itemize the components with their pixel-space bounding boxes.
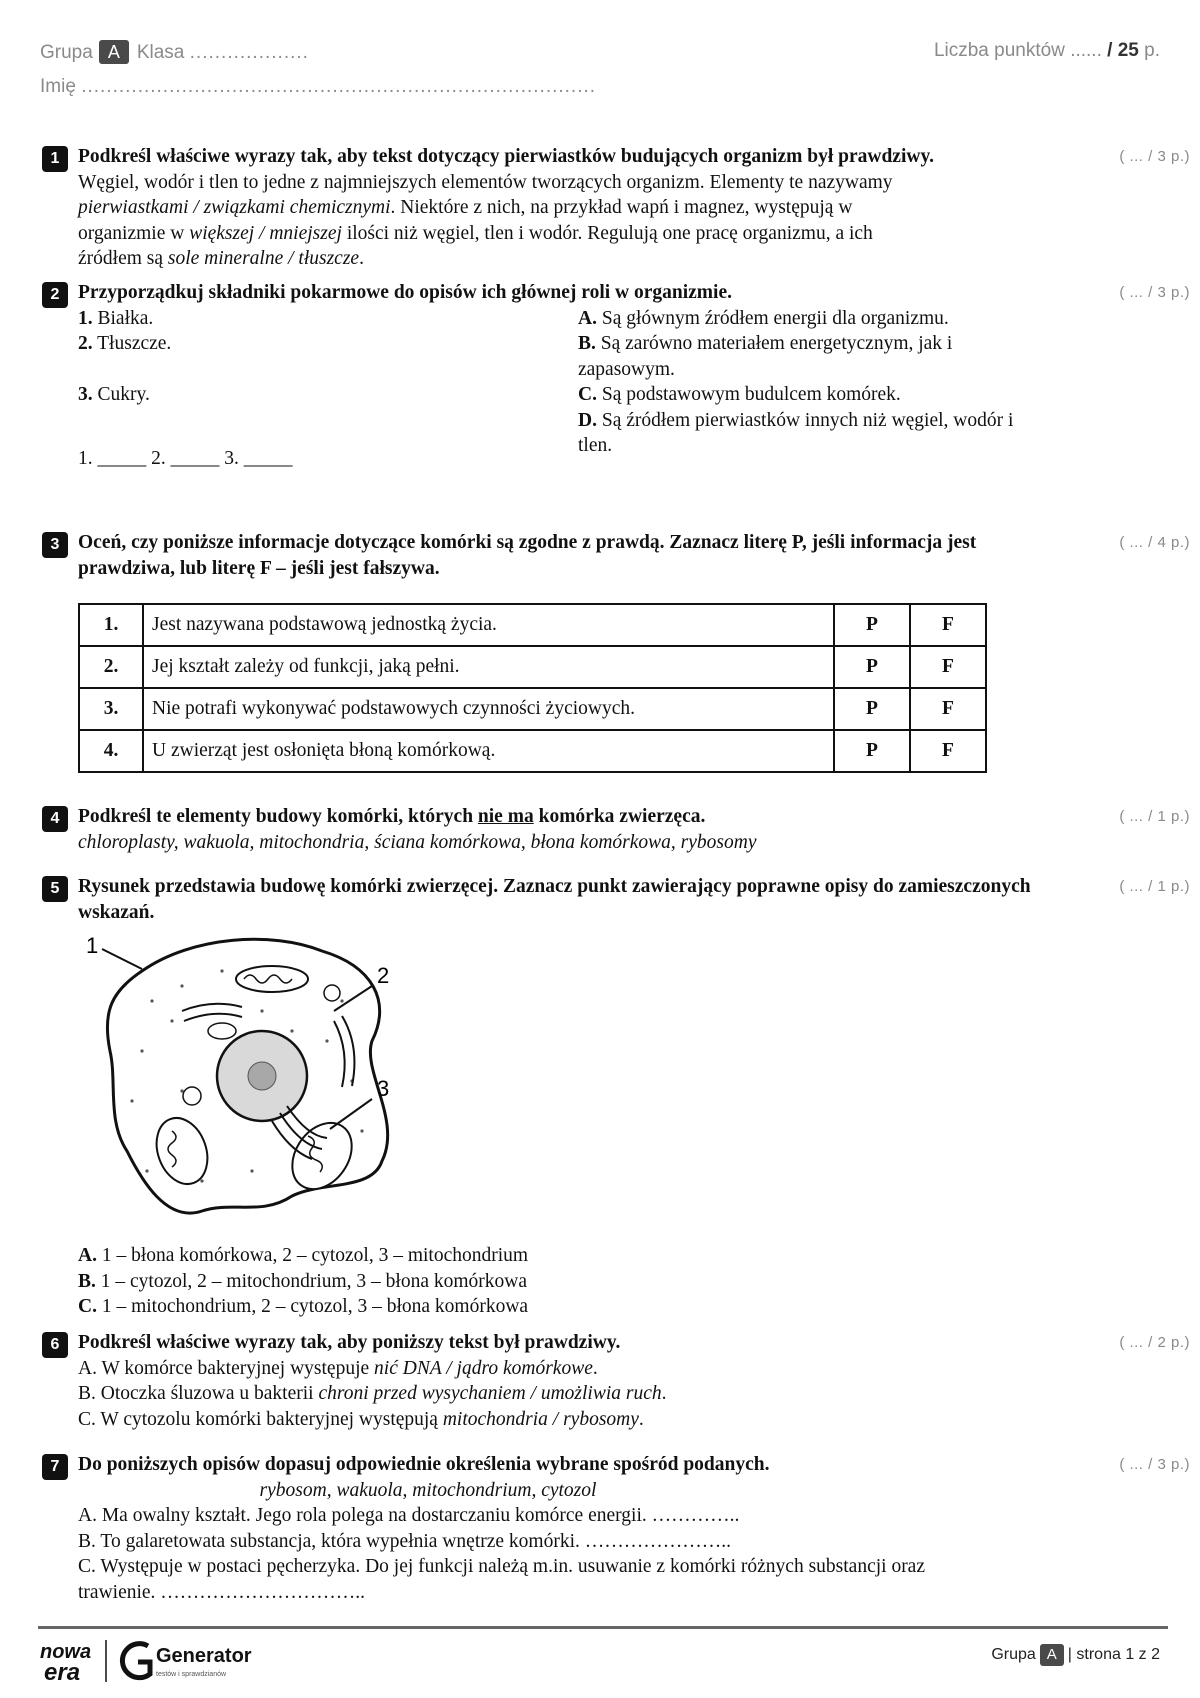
task-text: B. Otoczka śluzowa u bakterii bbox=[78, 1383, 319, 1404]
row-number: 2. bbox=[79, 646, 143, 688]
item-text: Są głównym źródłem energii dla organizmu. bbox=[596, 307, 949, 329]
task-number: 3 bbox=[42, 532, 68, 558]
row-number: 1. bbox=[79, 604, 143, 646]
option-text: 1 – cytozol, 2 – mitochondrium, 3 – błona komórkowa bbox=[95, 1270, 527, 1292]
task-number: 1 bbox=[42, 146, 68, 172]
generator-subtitle: testów i sprawdzianów bbox=[156, 1671, 227, 1678]
item-label: D. bbox=[578, 409, 597, 431]
pointer-line bbox=[102, 949, 142, 969]
figure-label: 2 bbox=[377, 963, 390, 988]
item-text: Są źródłem pierwiastków innych niż węgiel, wodór i tlen. bbox=[578, 409, 1014, 456]
task-text: . bbox=[359, 248, 364, 269]
figure-label: 3 bbox=[377, 1076, 390, 1101]
table-row bbox=[79, 646, 986, 688]
task-question: Podkreśl właściwe wyrazy tak, aby tekst dotyczący pierwiastków budujących organizm był prawdziwy. bbox=[78, 146, 934, 167]
true-option[interactable]: P bbox=[834, 604, 910, 646]
task-question: Rysunek przedstawia budowę komórki zwierzęcej. Zaznacz punkt zawierający poprawne opisy do zamieszczonych wskazań. bbox=[78, 876, 1031, 923]
task-question: Oceń, czy poniższe informacje dotyczące komórki są zgodne z prawdą. Zaznacz literę P, jeśli informacja jest prawdziwa, lub literę F – jeśli jest fałszywa. bbox=[78, 532, 977, 579]
task-text: . bbox=[592, 1357, 598, 1379]
option-label: A. bbox=[78, 1245, 97, 1266]
task-text-line bbox=[78, 221, 1118, 247]
question-text: Podkreśl te elementy budowy komórki, których bbox=[78, 806, 478, 827]
choice-words[interactable]: większej / mniejszej bbox=[189, 222, 342, 244]
generator-g-icon bbox=[122, 1644, 150, 1678]
answer-blanks[interactable]: 1. _____ 2. _____ 3. _____ bbox=[78, 448, 293, 469]
task-points: ( ... / 2 p.) bbox=[1119, 1334, 1190, 1351]
answer-option[interactable] bbox=[78, 1294, 1118, 1320]
points-unit: p. bbox=[1144, 40, 1160, 61]
choice-words[interactable]: pierwiastkami / związkami chemicznymi bbox=[78, 197, 391, 218]
task-number: 4 bbox=[42, 806, 68, 832]
nowa-era-logo-bottom: era bbox=[44, 1659, 81, 1686]
row-statement: U zwierząt jest osłonięta błoną komórkową. bbox=[143, 730, 834, 772]
task-text: ilości niż węgiel, tlen i wodór. Regulują one pracę organizmu, a ich bbox=[341, 222, 873, 244]
item-text: Białka. bbox=[92, 307, 154, 329]
figure-label: 1 bbox=[86, 933, 99, 958]
choice-words[interactable]: mitochondria / rybosomy bbox=[442, 1408, 639, 1430]
false-option[interactable]: F bbox=[910, 646, 986, 688]
true-false-table bbox=[78, 603, 987, 773]
list-item bbox=[78, 306, 578, 332]
nowa-era-logo-top: nowa bbox=[40, 1641, 92, 1663]
task-points: ( ... / 3 p.) bbox=[1119, 1456, 1190, 1473]
name-label: Imię bbox=[40, 76, 76, 97]
list-item bbox=[578, 306, 1018, 332]
task-number: 7 bbox=[42, 1454, 68, 1480]
answer-option[interactable] bbox=[78, 1269, 1118, 1295]
list-item bbox=[78, 331, 578, 382]
row-number: 4. bbox=[79, 730, 143, 772]
row-number: 3. bbox=[79, 688, 143, 730]
task-6 bbox=[40, 1330, 1190, 1432]
page-number: | strona 1 z 2 bbox=[1067, 1646, 1160, 1663]
task-text-line[interactable]: trawienie. ………………………….. bbox=[78, 1581, 366, 1603]
option-text: 1 – mitochondrium, 2 – cytozol, 3 – błona komórkowa bbox=[96, 1296, 529, 1317]
vesicle bbox=[208, 1023, 236, 1039]
task-5 bbox=[40, 874, 1190, 1320]
task-2 bbox=[40, 280, 1190, 469]
task-4 bbox=[40, 804, 1190, 855]
task-number: 2 bbox=[42, 282, 68, 308]
name-field[interactable]: .................................................................................. bbox=[81, 76, 597, 97]
question-text: komórka zwierzęca. bbox=[533, 806, 706, 827]
false-option[interactable]: F bbox=[910, 688, 986, 730]
table-row bbox=[79, 604, 986, 646]
option-list bbox=[78, 1243, 1118, 1320]
vesicle bbox=[324, 985, 340, 1001]
publisher-logos bbox=[38, 1634, 298, 1690]
option-label: C. bbox=[78, 1296, 97, 1317]
task-text-line bbox=[78, 1407, 1118, 1433]
choice-words[interactable]: sole mineralne / tłuszcze bbox=[167, 248, 360, 269]
task-text-line: Węgiel, wodór i tlen to jedne z najmniejszych elementów tworzących organizm. Elementy te nazywamy bbox=[78, 171, 893, 193]
word-bank: rybosom, wakuola, mitochondrium, cytozol bbox=[259, 1479, 597, 1501]
vesicle bbox=[183, 1087, 201, 1105]
task-text-line bbox=[78, 246, 1118, 272]
header-points bbox=[934, 40, 1160, 62]
task-text-line[interactable]: A. Ma owalny kształt. Jego rola polega na dostarczaniu komórce energii. ………….. bbox=[78, 1505, 740, 1526]
task-text-line[interactable]: C. Występuje w postaci pęcherzyka. Do jej funkcji należą m.in. usuwanie z komórki różnych substancji oraz bbox=[78, 1556, 925, 1577]
class-label: Klasa bbox=[136, 42, 185, 63]
task-points: ( ... / 1 p.) bbox=[1119, 808, 1190, 825]
right-column bbox=[578, 306, 1018, 459]
choice-words[interactable]: chroni przed wysychaniem / umożliwia ruch bbox=[318, 1383, 662, 1404]
task-text-line bbox=[78, 1356, 1118, 1382]
task-text: C. W cytozolu komórki bakteryjnej występują bbox=[78, 1408, 443, 1430]
task-text: źródłem są bbox=[78, 248, 168, 269]
task-points: ( ... / 3 p.) bbox=[1119, 148, 1190, 165]
footer-page-info bbox=[991, 1644, 1160, 1666]
choice-words[interactable]: nić DNA / jądro komórkowe bbox=[374, 1357, 593, 1379]
task-number: 6 bbox=[42, 1332, 68, 1358]
task-points: ( ... / 1 p.) bbox=[1119, 878, 1190, 895]
footer-divider bbox=[38, 1626, 1168, 1629]
task-points: ( ... / 3 p.) bbox=[1119, 284, 1190, 301]
item-text: Są podstawowym budulcem komórek. bbox=[596, 384, 901, 405]
task-question: Przyporządkuj składniki pokarmowe do opisów ich głównej roli w organizmie. bbox=[78, 282, 733, 303]
task-number: 5 bbox=[42, 876, 68, 902]
item-label: C. bbox=[578, 384, 597, 405]
table-row bbox=[79, 688, 986, 730]
list-item bbox=[78, 382, 578, 408]
list-item bbox=[578, 408, 1018, 459]
header-name bbox=[40, 76, 596, 98]
item-text: Są zarówno materiałem energetycznym, jak i zapasowym. bbox=[578, 333, 953, 380]
header-group-class bbox=[40, 40, 309, 64]
option-label: B. bbox=[78, 1270, 96, 1292]
task-3 bbox=[40, 530, 1190, 773]
footer-logos bbox=[38, 1634, 298, 1695]
row-statement: Nie potrafi wykonywać podstawowych czynności życiowych. bbox=[143, 688, 834, 730]
task-7 bbox=[40, 1452, 1190, 1605]
true-option[interactable]: P bbox=[834, 688, 910, 730]
item-text: Cukry. bbox=[92, 384, 150, 405]
task-text-line bbox=[78, 195, 1118, 221]
row-statement: Jest nazywana podstawową jednostką życia. bbox=[143, 604, 834, 646]
footer-group-badge: A bbox=[1040, 1644, 1064, 1666]
item-text: Tłuszcze. bbox=[92, 333, 172, 354]
item-label: 2. bbox=[78, 333, 93, 354]
true-option[interactable]: P bbox=[834, 730, 910, 772]
footer-group-label: Grupa bbox=[991, 1646, 1036, 1663]
nucleolus bbox=[248, 1062, 276, 1090]
points-field[interactable]: ...... bbox=[1070, 40, 1102, 61]
row-statement: Jej kształt zależy od funkcji, jaką pełni. bbox=[143, 646, 834, 688]
answer-option[interactable] bbox=[78, 1243, 1118, 1269]
task-text-line bbox=[78, 1381, 1118, 1407]
generator-logo: Generator bbox=[156, 1645, 252, 1667]
task-text: . bbox=[661, 1383, 667, 1404]
task-question bbox=[78, 804, 1118, 830]
mitochondrion bbox=[236, 966, 308, 992]
task-1 bbox=[40, 144, 1190, 272]
false-option[interactable]: F bbox=[910, 604, 986, 646]
list-item bbox=[578, 382, 1018, 408]
matching-columns bbox=[78, 306, 1118, 459]
group-badge: A bbox=[99, 40, 129, 64]
task-question: Podkreśl właściwe wyrazy tak, aby poniższy tekst był prawdziwy. bbox=[78, 1332, 621, 1353]
group-label: Grupa bbox=[40, 42, 93, 63]
choice-words[interactable]: chloroplasty, wakuola, mitochondria, ściana komórkowa, błona komórkowa, rybosomy bbox=[78, 831, 757, 853]
task-text: organizmie w bbox=[78, 222, 190, 244]
item-label: A. bbox=[578, 307, 597, 329]
task-points: ( ... / 4 p.) bbox=[1119, 534, 1190, 551]
task-text: A. W komórce bakteryjnej występuje bbox=[78, 1357, 375, 1379]
task-question: Do poniższych opisów dopasuj odpowiednie określenia wybrane spośród podanych. bbox=[78, 1454, 770, 1475]
points-total: / 25 bbox=[1107, 40, 1139, 61]
question-emphasis: nie ma bbox=[477, 806, 534, 827]
task-text: . bbox=[638, 1408, 644, 1430]
true-option[interactable]: P bbox=[834, 646, 910, 688]
item-label: 3. bbox=[78, 384, 93, 405]
item-label: B. bbox=[578, 333, 596, 354]
option-text: 1 – błona komórkowa, 2 – cytozol, 3 – mitochondrium bbox=[96, 1245, 529, 1266]
left-column bbox=[78, 306, 578, 459]
animal-cell-figure bbox=[72, 931, 452, 1231]
table-row bbox=[79, 730, 986, 772]
points-label: Liczba punktów bbox=[933, 40, 1065, 61]
list-item bbox=[578, 331, 1018, 382]
false-option[interactable]: F bbox=[910, 730, 986, 772]
class-field[interactable]: ................... bbox=[189, 42, 309, 63]
task-text: . Niektóre z nich, na przykład wapń i magnez, występują w bbox=[390, 197, 853, 218]
task-text-line[interactable]: B. To galaretowata substancja, która wypełnia wnętrze komórki. ………………….. bbox=[78, 1530, 731, 1552]
item-label: 1. bbox=[78, 307, 93, 329]
